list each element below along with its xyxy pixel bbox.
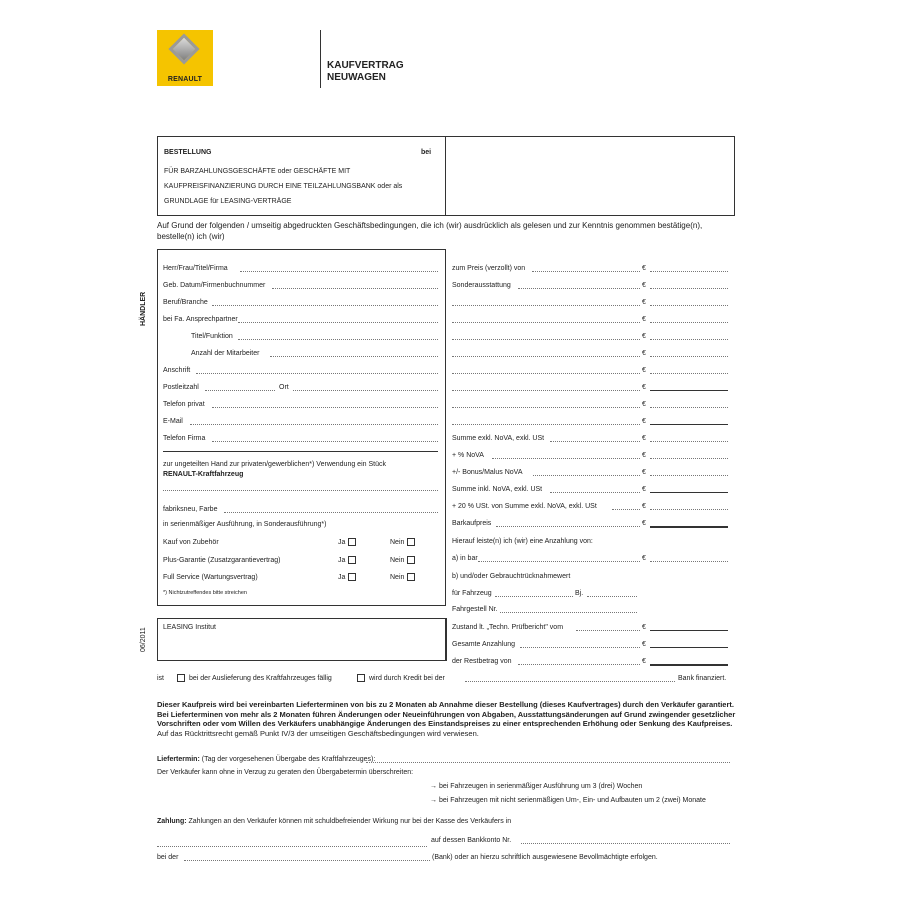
- price-label: der Restbetrag von: [452, 658, 512, 665]
- field-label: Titel/Funktion: [191, 333, 233, 340]
- checkbox-icon[interactable]: [177, 674, 185, 682]
- price-line[interactable]: [587, 596, 637, 597]
- price-line[interactable]: [520, 647, 640, 648]
- euro-sign: €: [642, 555, 646, 562]
- field-line[interactable]: [163, 490, 438, 491]
- field-line[interactable]: [196, 373, 438, 374]
- amount-line[interactable]: [650, 271, 728, 272]
- haendler-label: HÄNDLER: [140, 291, 147, 326]
- amount-line[interactable]: [650, 288, 728, 289]
- doc-title: KAUFVERTRAG NEUWAGEN: [327, 60, 404, 83]
- option-label: Plus-Garantie (Zusatzgarantievertrag): [163, 557, 281, 564]
- price-line[interactable]: [518, 288, 640, 289]
- order-bei: bei: [421, 149, 432, 156]
- checkbox-icon[interactable]: [357, 674, 365, 682]
- ist-label: ist: [157, 675, 164, 682]
- price-label: a) in bar: [452, 555, 478, 562]
- price-line[interactable]: [452, 356, 640, 357]
- euro-sign: €: [642, 503, 646, 510]
- price-line[interactable]: [492, 458, 640, 459]
- field-line[interactable]: [190, 424, 438, 425]
- amount-line[interactable]: [650, 339, 728, 340]
- bei-der-label: bei der: [157, 854, 179, 861]
- intro-line1: Auf Grund der folgenden / umseitig abgedruckten Geschäftsbedingungen, die ich (wir) ausdrücklich als gelesen und zur Kenntnis genommen bestätige(n),: [157, 221, 703, 230]
- price-line[interactable]: [612, 509, 640, 510]
- field-line[interactable]: [212, 407, 438, 408]
- field-line[interactable]: [224, 512, 438, 513]
- option-auslieferung[interactable]: bei der Auslieferung des Kraftfahrzeuges fällig: [177, 674, 332, 683]
- ausfuehrung-label: in serienmäßiger Ausführung, in Sonderausführung*): [163, 521, 327, 528]
- field-line[interactable]: [238, 322, 438, 323]
- option-nein[interactable]: Nein: [390, 556, 415, 565]
- field-line[interactable]: [212, 305, 438, 306]
- konto-label: auf dessen Bankkonto Nr.: [431, 837, 512, 844]
- field-label: E-Mail: [163, 418, 183, 425]
- form-date: 06/2011: [140, 627, 147, 652]
- field-label: Beruf/Branche: [163, 299, 208, 306]
- price-line[interactable]: [500, 612, 637, 613]
- field-line[interactable]: [270, 356, 438, 357]
- amount-line[interactable]: [650, 561, 728, 562]
- price-label: Gesamte Anzahlung: [452, 641, 516, 648]
- delivery-bullet: → bei Fahrzeugen mit nicht serienmäßigen Um-, Ein- und Aufbauten um 2 (zwei) Monate: [430, 797, 706, 804]
- option-ja[interactable]: Ja: [338, 538, 356, 547]
- order-line: GRUNDLAGE für LEASING-VERTRÄGE: [164, 198, 292, 205]
- field-line[interactable]: [212, 441, 438, 442]
- price-line[interactable]: [495, 596, 573, 597]
- field-label: bei Fa. Ansprechpartner: [163, 316, 238, 323]
- renault-kfz: RENAULT-Kraftfahrzeug: [163, 471, 244, 478]
- price-line[interactable]: [452, 424, 640, 425]
- option-ja[interactable]: Ja: [338, 573, 356, 582]
- amount-line[interactable]: [650, 664, 728, 666]
- euro-sign: €: [642, 435, 646, 442]
- renault-diamond-icon: [168, 33, 199, 64]
- euro-sign: €: [642, 418, 646, 425]
- price-line[interactable]: [478, 561, 640, 562]
- field-label: fabriksneu, Farbe: [163, 506, 218, 513]
- bank-label: Bank finanziert.: [678, 675, 727, 682]
- euro-sign: €: [642, 469, 646, 476]
- delivery-line: Liefertermin: (Tag der vorgesehenen Übergabe des Kraftfahrzeuges):: [157, 756, 376, 763]
- euro-sign: €: [642, 282, 646, 289]
- field-line[interactable]: [205, 390, 275, 391]
- field-label: Ort: [279, 384, 289, 391]
- euro-sign: €: [642, 452, 646, 459]
- euro-sign: €: [642, 350, 646, 357]
- amount-line[interactable]: [650, 390, 728, 391]
- price-line[interactable]: [452, 339, 640, 340]
- amount-line[interactable]: [650, 630, 728, 631]
- field-label: Geb. Datum/Firmenbuchnummer: [163, 282, 266, 289]
- price-label: +/- Bonus/Malus NoVA: [452, 469, 523, 476]
- field-label: Anzahl der Mitarbeiter: [191, 350, 260, 357]
- bank-input[interactable]: [184, 860, 430, 861]
- euro-sign: €: [642, 333, 646, 340]
- euro-sign: €: [642, 401, 646, 408]
- delivery-bullet: → bei Fahrzeugen in serienmäßiger Ausführung um 3 (drei) Wochen: [430, 783, 643, 790]
- price-label: + % NoVA: [452, 452, 484, 459]
- amount-line[interactable]: [650, 492, 728, 493]
- option-nein[interactable]: Nein: [390, 538, 415, 547]
- field-line[interactable]: [240, 271, 438, 272]
- euro-sign: €: [642, 641, 646, 648]
- price-label: Sonderausstattung: [452, 282, 511, 289]
- delivery-line2: Der Verkäufer kann ohne in Verzug zu geraten den Übergabetermin überschreiten:: [157, 769, 414, 776]
- option-label: Kauf von Zubehör: [163, 539, 219, 546]
- option-nein[interactable]: Nein: [390, 573, 415, 582]
- euro-sign: €: [642, 367, 646, 374]
- price-label: zum Preis (verzollt) von: [452, 265, 526, 272]
- price-label: Hierauf leiste(n) ich (wir) eine Anzahlung von:: [452, 538, 593, 545]
- payment-line: Zahlung: Zahlungen an den Verkäufer können mit schuldbefreiender Wirkung nur bei der Kasse des Verkäufers in: [157, 818, 512, 825]
- price-label: für Fahrzeug: [452, 590, 492, 597]
- field-line[interactable]: [272, 288, 438, 289]
- checkbox-icon[interactable]: [348, 573, 356, 581]
- field-label: Anschrift: [163, 367, 191, 374]
- field-line[interactable]: [293, 390, 438, 391]
- amount-line[interactable]: [650, 322, 728, 323]
- amount-line[interactable]: [650, 509, 728, 510]
- price-label: Summe inkl. NoVA, exkl. USt: [452, 486, 543, 493]
- amount-line[interactable]: [650, 407, 728, 408]
- logo-text: RENAULT: [167, 76, 203, 83]
- price-line[interactable]: [532, 271, 640, 272]
- guarantee-text: Dieser Kaufpreis wird bei vereinbarten Lieferterminen von bis zu 2 Monaten ab Annahme dieser Bestellung (dieses Kaufvertrages) durch den Verkäufer garantiert. Bei Lieferterminen von mehr als 2 Monaten führen Änderungen oder Neueinführungen von Abgaben, Ausstattungsänderungen auf Grund zwingender gesetzlicher Vorschriften oder vom Willen des Verkäufers unabhängige Änderungen des Einstandspreises zu einer entsprechenden Erhöhung oder Senkung des Kaufpreises.: [157, 700, 736, 728]
- price-line[interactable]: [576, 630, 640, 631]
- price-line[interactable]: [533, 475, 640, 476]
- order-line: KAUFPREISFINANZIERUNG DURCH EINE TEILZAHLUNGSBANK oder als: [164, 183, 403, 190]
- euro-sign: €: [642, 624, 646, 631]
- euro-sign: €: [642, 265, 646, 272]
- order-line: FÜR BARZAHLUNGSGESCHÄFTE oder GESCHÄFTE MIT: [164, 168, 351, 175]
- price-label: Summe exkl. NoVA, exkl. USt: [452, 435, 545, 442]
- payment-input[interactable]: [157, 846, 427, 847]
- intro-line2: bestelle(n) ich (wir): [157, 232, 225, 241]
- renault-logo: [157, 30, 213, 86]
- ruecktritt-text: Auf das Rücktrittsrecht gemäß Punkt IV/3 der umseitigen Geschäftsbedingungen wird verwiesen.: [157, 729, 479, 738]
- header-divider: [320, 30, 321, 88]
- amount-line[interactable]: [650, 424, 728, 425]
- checkbox-icon[interactable]: [407, 538, 415, 546]
- option-ja[interactable]: Ja: [338, 556, 356, 565]
- euro-sign: €: [642, 658, 646, 665]
- euro-sign: €: [642, 316, 646, 323]
- hand-line: zur ungeteilten Hand zur privaten/gewerblichen*) Verwendung ein Stück: [163, 461, 386, 468]
- price-line[interactable]: [452, 322, 640, 323]
- section-rule: [163, 451, 438, 452]
- option-label: Full Service (Wartungsvertrag): [163, 574, 258, 581]
- amount-line[interactable]: [650, 647, 728, 648]
- footnote: *) Nichtzutreffendes bitte streichen: [163, 590, 247, 596]
- option-kredit[interactable]: wird durch Kredit bei der: [357, 674, 445, 683]
- field-label: Herr/Frau/Titel/Firma: [163, 265, 228, 272]
- leasing-label: LEASING Institut: [163, 624, 216, 631]
- price-line[interactable]: [452, 305, 640, 306]
- amount-line[interactable]: [650, 526, 728, 528]
- checkbox-icon[interactable]: [407, 556, 415, 564]
- bank-line[interactable]: [465, 681, 675, 682]
- amount-line[interactable]: [650, 356, 728, 357]
- euro-sign: €: [642, 486, 646, 493]
- amount-line[interactable]: [650, 458, 728, 459]
- checkbox-icon[interactable]: [348, 538, 356, 546]
- price-line[interactable]: [452, 390, 640, 391]
- rule: [446, 618, 447, 661]
- field-label: Postleitzahl: [163, 384, 199, 391]
- field-label: Telefon Firma: [163, 435, 206, 442]
- order-title: BESTELLUNG: [164, 149, 212, 156]
- price-line[interactable]: [550, 441, 640, 442]
- price-label: Barkaufpreis: [452, 520, 492, 527]
- amount-line[interactable]: [650, 475, 728, 476]
- price-label: Zustand lt. „Techn. Prüfbericht" vom: [452, 624, 564, 631]
- field-label: Telefon privat: [163, 401, 205, 408]
- checkbox-icon[interactable]: [348, 556, 356, 564]
- konto-input[interactable]: [521, 843, 730, 844]
- euro-sign: €: [642, 520, 646, 527]
- price-line[interactable]: [452, 407, 640, 408]
- price-label: + 20 % USt. von Summe exkl. NoVA, exkl. USt: [452, 503, 597, 510]
- amount-line[interactable]: [650, 373, 728, 374]
- checkbox-icon[interactable]: [407, 573, 415, 581]
- price-line[interactable]: [452, 373, 640, 374]
- euro-sign: €: [642, 299, 646, 306]
- order-box-divider: [445, 136, 446, 216]
- price-line[interactable]: [518, 664, 640, 665]
- price-line[interactable]: [496, 526, 640, 527]
- price-label: b) und/oder Gebrauchtrücknahmewert: [452, 573, 571, 580]
- price-label: Fahrgestell Nr.: [452, 606, 498, 613]
- delivery-input[interactable]: [366, 762, 730, 763]
- price-label: Bj.: [575, 590, 584, 597]
- amount-line[interactable]: [650, 305, 728, 306]
- bank-text: (Bank) oder an hierzu schriftlich ausgewiesene Bevollmächtigte erfolgen.: [432, 854, 658, 861]
- euro-sign: €: [642, 384, 646, 391]
- amount-line[interactable]: [650, 441, 728, 442]
- field-line[interactable]: [238, 339, 438, 340]
- price-line[interactable]: [550, 492, 640, 493]
